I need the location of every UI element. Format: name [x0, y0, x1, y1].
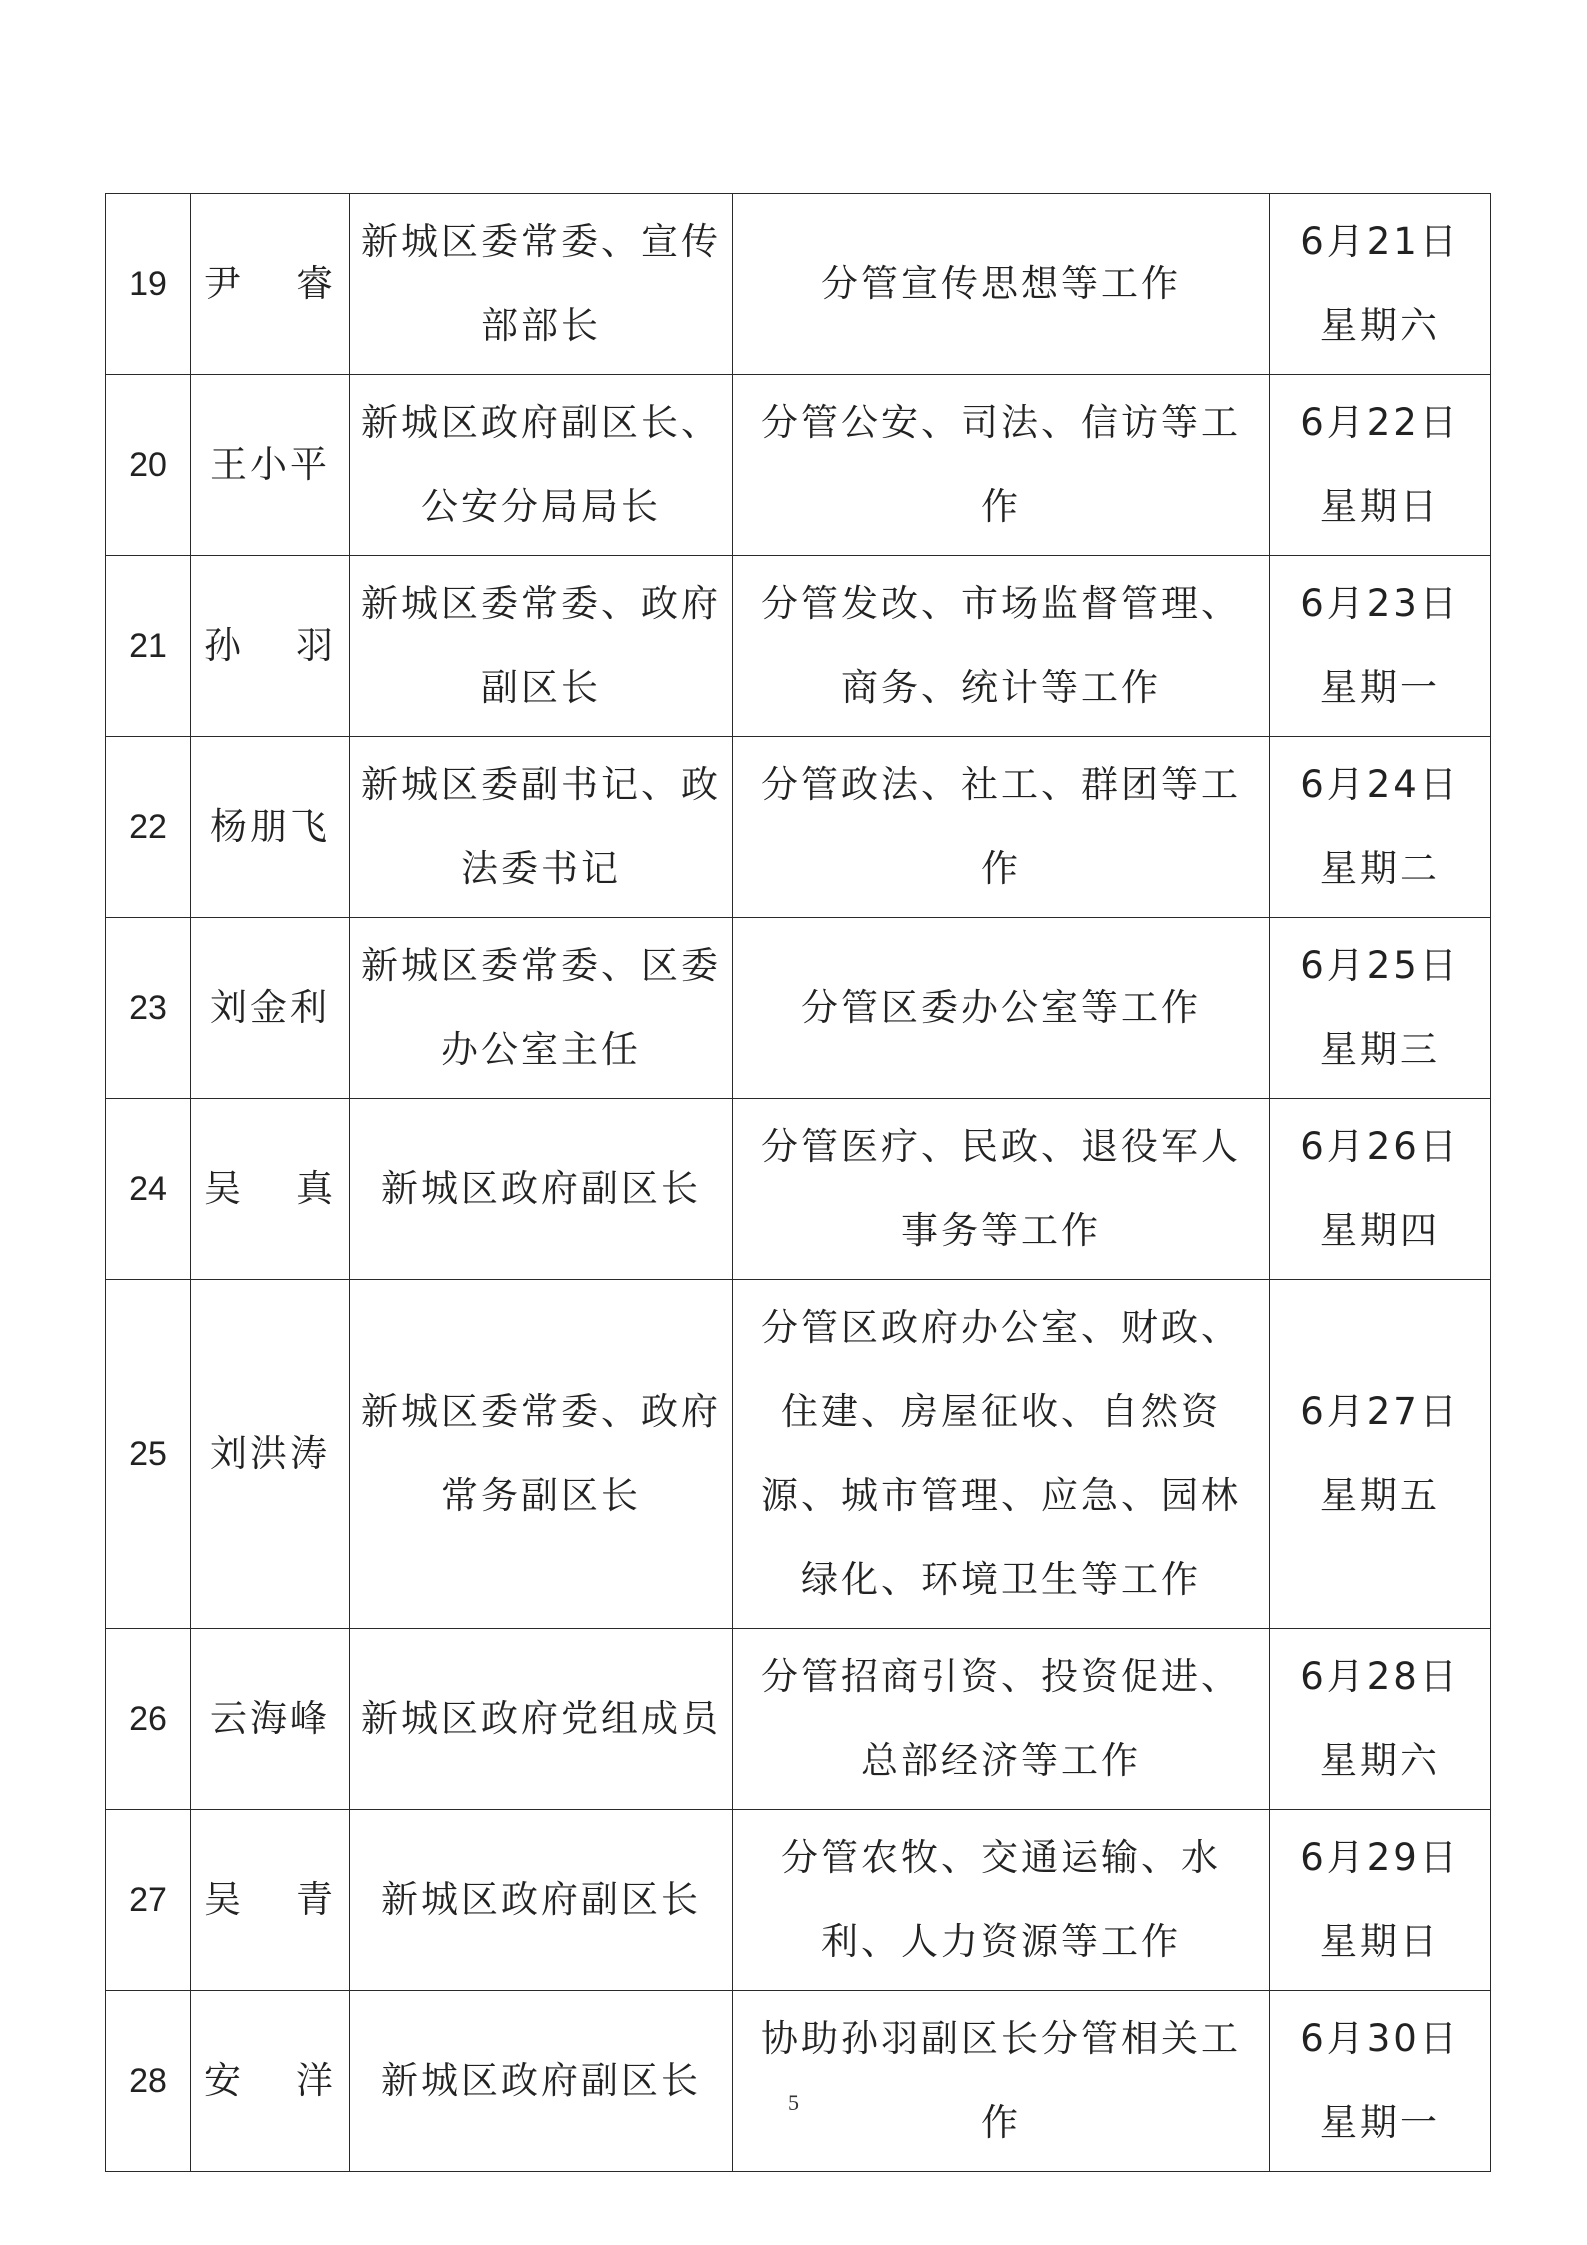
position-cell: 新城区政府副区长、公安分局局长 — [350, 375, 733, 556]
duties-cell: 分管农牧、交通运输、水利、人力资源等工作 — [733, 1810, 1270, 1991]
duties-cell: 分管医疗、民政、退役军人事务等工作 — [733, 1099, 1270, 1280]
name-last-char: 青 — [296, 1878, 336, 1921]
person-name — [191, 1099, 350, 1280]
table-row — [106, 1629, 1491, 1810]
row-number: 22 — [106, 737, 191, 918]
position-cell: 新城区委常委、宣传部部长 — [350, 194, 733, 375]
table-row — [106, 556, 1491, 737]
date-text: 6月22日 — [1300, 401, 1460, 444]
row-number: 24 — [106, 1099, 191, 1280]
name-last-char: 真 — [296, 1167, 336, 1210]
date-text: 6月21日 — [1300, 220, 1460, 263]
row-number: 23 — [106, 918, 191, 1099]
name-first-char: 安 — [204, 2059, 244, 2102]
date-text: 6月24日 — [1300, 763, 1460, 806]
schedule-table — [105, 193, 1491, 2172]
weekday-text: 星期日 — [1320, 485, 1440, 528]
name-first-char: 吴 — [204, 1167, 244, 1210]
position-cell: 新城区政府副区长 — [350, 1099, 733, 1280]
duties-cell: 分管区政府办公室、财政、住建、房屋征收、自然资源、城市管理、应急、园林绿化、环境卫生等工作 — [733, 1280, 1270, 1629]
name-first-char: 孙 — [204, 624, 244, 667]
weekday-text: 星期四 — [1320, 1209, 1440, 1252]
date-text: 6月30日 — [1300, 2017, 1460, 2060]
weekday-text: 星期二 — [1320, 847, 1440, 890]
position-cell: 新城区政府副区长 — [350, 1991, 733, 2172]
date-cell — [1270, 1280, 1491, 1629]
date-text: 6月27日 — [1300, 1390, 1460, 1433]
table-row — [106, 1810, 1491, 1991]
person-name — [191, 1810, 350, 1991]
name-last-char: 洋 — [296, 2059, 336, 2102]
row-number: 19 — [106, 194, 191, 375]
name-first-char: 吴 — [204, 1878, 244, 1921]
duties-cell: 分管公安、司法、信访等工作 — [733, 375, 1270, 556]
date-cell — [1270, 737, 1491, 918]
position-cell: 新城区政府副区长 — [350, 1810, 733, 1991]
table-row — [106, 737, 1491, 918]
person-name: 王小平 — [191, 375, 350, 556]
row-number: 25 — [106, 1280, 191, 1629]
weekday-text: 星期六 — [1320, 1739, 1440, 1782]
table-row — [106, 194, 1491, 375]
name-last-char: 睿 — [296, 262, 336, 305]
duties-cell: 分管招商引资、投资促进、总部经济等工作 — [733, 1629, 1270, 1810]
date-cell — [1270, 194, 1491, 375]
position-cell: 新城区委常委、政府副区长 — [350, 556, 733, 737]
date-cell — [1270, 375, 1491, 556]
row-number: 27 — [106, 1810, 191, 1991]
row-number: 21 — [106, 556, 191, 737]
duties-cell: 分管宣传思想等工作 — [733, 194, 1270, 375]
person-name: 刘洪涛 — [191, 1280, 350, 1629]
table-row — [106, 918, 1491, 1099]
weekday-text: 星期五 — [1320, 1474, 1440, 1517]
duties-cell: 分管发改、市场监督管理、商务、统计等工作 — [733, 556, 1270, 737]
page-number: 5 — [788, 2090, 799, 2115]
duties-cell: 分管区委办公室等工作 — [733, 918, 1270, 1099]
date-text: 6月28日 — [1300, 1655, 1460, 1698]
row-number: 20 — [106, 375, 191, 556]
person-name: 刘金利 — [191, 918, 350, 1099]
person-name — [191, 1991, 350, 2172]
weekday-text: 星期三 — [1320, 1028, 1440, 1071]
person-name — [191, 194, 350, 375]
person-name: 杨朋飞 — [191, 737, 350, 918]
weekday-text: 星期一 — [1320, 2101, 1440, 2144]
duties-cell: 分管政法、社工、群团等工作 — [733, 737, 1270, 918]
date-cell — [1270, 1629, 1491, 1810]
row-number: 28 — [106, 1991, 191, 2172]
date-cell — [1270, 556, 1491, 737]
date-cell — [1270, 918, 1491, 1099]
person-name: 云海峰 — [191, 1629, 350, 1810]
name-last-char: 羽 — [296, 624, 336, 667]
name-first-char: 尹 — [204, 262, 244, 305]
position-cell: 新城区委副书记、政法委书记 — [350, 737, 733, 918]
table-row — [106, 1280, 1491, 1629]
weekday-text: 星期六 — [1320, 304, 1440, 347]
date-cell — [1270, 1991, 1491, 2172]
table-row — [106, 375, 1491, 556]
date-text: 6月23日 — [1300, 582, 1460, 625]
date-cell — [1270, 1810, 1491, 1991]
position-cell: 新城区委常委、政府常务副区长 — [350, 1280, 733, 1629]
date-cell — [1270, 1099, 1491, 1280]
table-row — [106, 1099, 1491, 1280]
table-row — [106, 1991, 1491, 2172]
date-text: 6月29日 — [1300, 1836, 1460, 1879]
person-name — [191, 556, 350, 737]
date-text: 6月26日 — [1300, 1125, 1460, 1168]
weekday-text: 星期一 — [1320, 666, 1440, 709]
row-number: 26 — [106, 1629, 191, 1810]
position-cell: 新城区委常委、区委办公室主任 — [350, 918, 733, 1099]
date-text: 6月25日 — [1300, 944, 1460, 987]
weekday-text: 星期日 — [1320, 1920, 1440, 1963]
position-cell: 新城区政府党组成员 — [350, 1629, 733, 1810]
duties-cell: 协助孙羽副区长分管相关工作 — [733, 1991, 1270, 2172]
